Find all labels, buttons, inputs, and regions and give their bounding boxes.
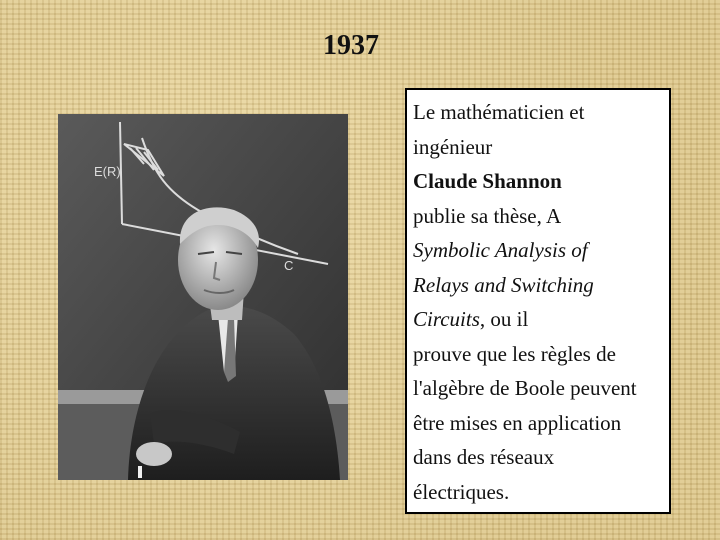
photo-illustration [58,114,348,480]
text-line: publie sa thèse, A [413,203,562,228]
thesis-title-line: Circuits [413,307,480,331]
text-line: dans des réseaux [413,445,555,469]
thesis-title-line: Symbolic Analysis of [413,238,588,262]
shannon-photo [58,114,348,480]
text-line: prouve que les règles de [413,341,616,366]
text-line: être mises en application [413,410,622,435]
hand [136,442,172,466]
text-line: électriques. [413,479,510,504]
text-line: ingénieur [413,134,493,159]
board-label-c: C [284,258,294,273]
slide-title: 1937 [323,30,379,61]
thesis-title-line: Relays and Switching [413,272,594,297]
text-line: l'algèbre de Boole peuvent [413,376,637,400]
description-textbox [405,88,671,514]
text-fragment: , ou il [479,307,529,331]
person-name: Claude Shannon [413,169,562,193]
board-label-er: E(R) [94,164,121,179]
text-line: Le mathématicien et [413,100,585,124]
text-line [413,302,669,337]
